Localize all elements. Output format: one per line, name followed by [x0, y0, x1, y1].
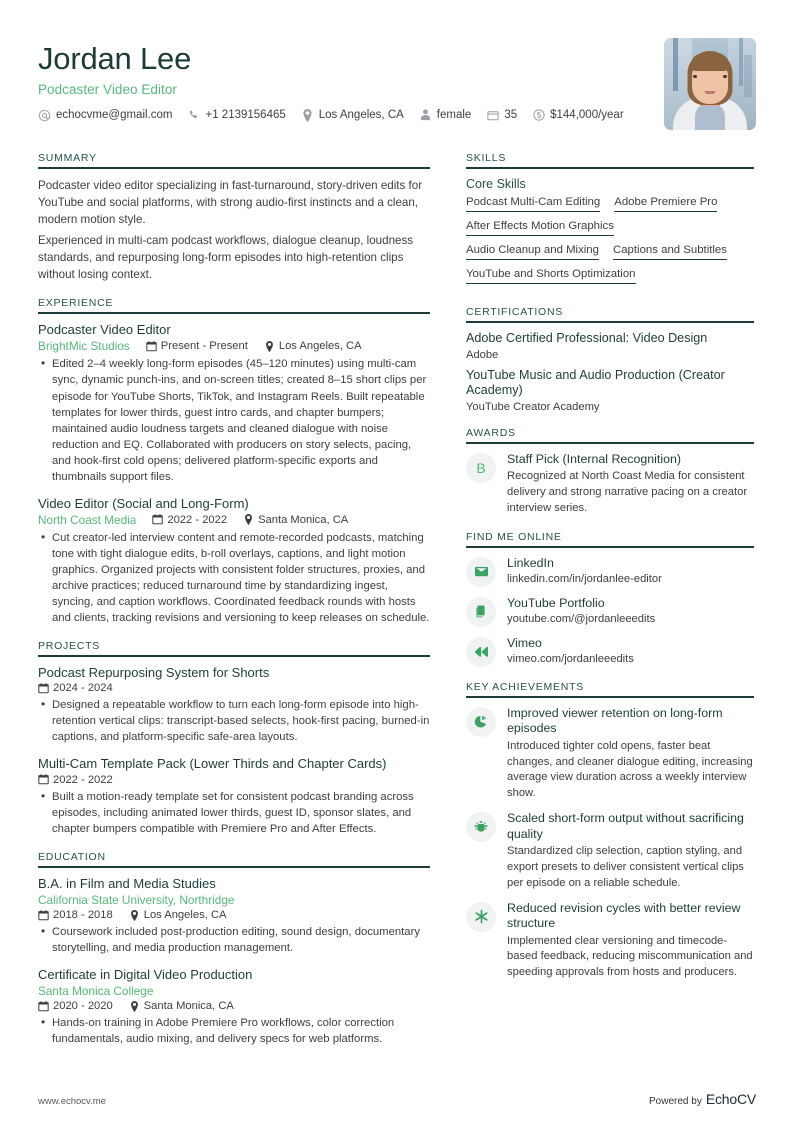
footer-website: www.echocv.me — [38, 1096, 106, 1107]
certification-name: YouTube Music and Audio Production (Creator Academy) — [466, 367, 725, 398]
section-achievements — [466, 681, 754, 981]
avatar — [664, 38, 756, 130]
section-title-achievements: KEY ACHIEVEMENTS — [466, 680, 585, 693]
section-title-education: EDUCATION — [38, 850, 106, 863]
skills-group-title: Core Skills — [466, 177, 526, 191]
page-title: Jordan Lee — [38, 41, 192, 76]
experience-location — [243, 514, 348, 526]
header-identity — [38, 36, 639, 122]
link-url: linkedin.com/in/jordanlee-editor — [507, 573, 662, 586]
achievement-description: Standardized clip selection, caption styling, and export presets to deliver consistent vertical clips per episode on a reliable schedule. — [507, 845, 744, 889]
section-summary — [38, 152, 430, 283]
bullet: • Edited 2–4 weekly long-form episodes (45–120 minutes) using multi-cam sync, dynamic punch-ins, and on-screen titles; created 8–15 short clips per episode for YouTube Shorts, TikTok, and Instagram Reels. Built repeatable templates for lower thirds, guest intro cards, and chapter bumpers; maintained audio loudness targets and cleaned dialogue with noise reduction and EQ. Collaborated with producers on story selects, pacing, and hook-first cold opens; delivered platform-specific exports and thumbnails support files. — [38, 356, 430, 484]
footer-brand: EchoCV — [705, 1091, 756, 1107]
project-dates — [38, 774, 113, 786]
experience-bullets — [38, 530, 430, 626]
certification-issuer: YouTube Creator Academy — [466, 400, 600, 413]
footer-powered-by — [649, 1091, 756, 1107]
section-experience — [38, 297, 430, 626]
calendar-icon — [38, 774, 49, 785]
job-title: Podcaster Video Editor — [38, 81, 177, 97]
location-icon — [264, 341, 275, 352]
education-location-value: Santa Monica, CA — [143, 1000, 234, 1013]
location-icon — [129, 1001, 140, 1012]
certification-issuer: Adobe — [466, 348, 499, 361]
education-degree: B.A. in Film and Media Studies — [38, 875, 216, 891]
salary-icon — [532, 109, 545, 122]
link-item-vimeo[interactable] — [466, 636, 754, 667]
project-dates-value: 2022 - 2022 — [53, 773, 113, 786]
project-meta — [38, 682, 430, 694]
section-projects — [38, 640, 430, 837]
section-title-certifications: CERTIFICATIONS — [466, 306, 564, 318]
experience-location-value: Santa Monica, CA — [258, 513, 349, 526]
achievement-body — [507, 811, 754, 891]
right-column — [466, 152, 754, 1123]
skill-item: Audio Cleanup and Mixing — [466, 244, 599, 260]
left-column — [38, 152, 430, 1123]
summary-paragraph: Experienced in multi-cam podcast workflows, dialogue cleanup, loudness standards, and repurposing long-form episodes into high-retention clips without losing context. — [38, 234, 414, 282]
contact-phone-value: +1 2139156465 — [205, 109, 286, 122]
section-rule — [466, 442, 754, 444]
bullet: • Designed a repeatable workflow to turn each long-form episode into high-retention vertical clips: transcript-based selects, hook-first pacing, burned-in captions, and platform-specific safe-area layouts. — [38, 697, 430, 745]
experience-dates-value: 2022 - 2022 — [167, 513, 228, 526]
section-title-skills: SKILLS — [466, 152, 507, 164]
section-skills — [466, 152, 754, 292]
bullet: • Hands-on training in Adobe Premiere Pro workflows, color correction fundamentals, audio mixing, and delivery specs for web platforms. — [38, 1015, 430, 1047]
pie-chart-icon — [466, 707, 496, 737]
contact-salary — [532, 109, 624, 122]
link-url: vimeo.com/jordanleeedits — [507, 653, 634, 666]
achievement-item — [466, 901, 754, 981]
contact-age-value: 35 — [504, 109, 518, 122]
calendar-icon — [38, 910, 49, 921]
achievement-description: Introduced tighter cold opens, faster beat changes, and cleaner dialogue editing, increasing average view duration across a weekly interview show. — [507, 739, 753, 800]
education-dates — [38, 909, 113, 921]
link-body — [507, 556, 754, 585]
section-rule — [466, 696, 754, 698]
section-links — [466, 531, 754, 667]
project-name: Podcast Repurposing System for Shorts — [38, 665, 270, 681]
section-title-awards: AWARDS — [466, 426, 516, 439]
contact-phone — [188, 109, 286, 122]
experience-role: Video Editor (Social and Long-Form) — [38, 495, 249, 511]
award-description: Recognized at North Coast Media for consistent delivery and strong narrative pacing on a creator interview series. — [507, 470, 748, 515]
experience-company: North Coast Media — [38, 512, 137, 527]
section-rule — [38, 866, 430, 868]
project-meta — [38, 774, 430, 786]
skill-item: After Effects Motion Graphics — [466, 220, 614, 236]
award-item — [466, 452, 754, 517]
section-rule — [466, 167, 754, 169]
bullet: • Built a motion-ready template set for consistent podcast branding across episodes, including animated lower thirds, guest ID, sponsor slates, and chapter bumpers compatible with Premiere Pro and After Effects. — [38, 789, 430, 837]
achievement-name: Reduced revision cycles with better review structure — [507, 900, 741, 931]
email-icon — [38, 109, 51, 122]
project-name: Multi-Cam Template Pack (Lower Thirds and Chapter Cards) — [38, 756, 387, 772]
skill-item: Adobe Premiere Pro — [614, 196, 717, 212]
bullet: • Coursework included post-production editing, sound design, documentary storytelling, and media production management. — [38, 924, 430, 956]
award-badge: B — [466, 453, 496, 483]
rewind-icon — [466, 637, 496, 667]
experience-bullets — [38, 356, 430, 484]
contact-gender-value: female — [436, 109, 472, 122]
section-rule — [38, 312, 430, 314]
project-entry — [38, 756, 430, 836]
education-dates — [38, 1000, 113, 1012]
education-bullets — [38, 1015, 430, 1047]
contact-location-value: Los Angeles, CA — [318, 109, 404, 122]
calendar-icon — [146, 341, 157, 352]
project-dates-value: 2024 - 2024 — [53, 682, 113, 695]
section-title-links: FIND ME ONLINE — [466, 530, 562, 543]
location-icon — [243, 514, 254, 525]
link-label: Vimeo — [507, 635, 542, 650]
calendar-icon — [38, 1001, 49, 1012]
certification-name: Adobe Certified Professional: Video Design — [466, 331, 708, 345]
bug-icon — [466, 812, 496, 842]
experience-meta — [38, 513, 430, 527]
education-school: California State University, Northridge — [38, 893, 235, 908]
contact-row — [38, 109, 639, 122]
achievement-body — [507, 706, 754, 802]
experience-dates-value: Present - Present — [160, 340, 248, 353]
copy-icon — [466, 597, 496, 627]
contact-age — [486, 109, 517, 122]
experience-dates — [152, 514, 227, 526]
project-dates — [38, 682, 113, 694]
certification-item — [466, 368, 754, 413]
experience-entry — [38, 496, 430, 626]
achievement-description: Implemented clear versioning and timecode-based feedback, reducing miscommunication and speeding approvals from hosts and producers. — [507, 934, 753, 979]
education-dates-value: 2020 - 2020 — [53, 1000, 113, 1013]
profile-photo — [664, 38, 756, 130]
project-entry — [38, 665, 430, 745]
contact-salary-value: $144,000/year — [550, 109, 624, 122]
experience-location — [264, 340, 362, 352]
calendar-icon — [38, 683, 49, 694]
contact-email — [38, 109, 173, 122]
footer-powered-label: Powered by — [649, 1096, 702, 1107]
link-item-youtube[interactable] — [466, 596, 754, 627]
link-item-linkedin[interactable] — [466, 556, 754, 587]
education-location-value: Los Angeles, CA — [143, 909, 227, 922]
link-label: YouTube Portfolio — [507, 595, 605, 610]
link-body — [507, 596, 754, 625]
section-education — [38, 851, 430, 1048]
education-meta — [38, 909, 430, 921]
calendar-icon — [486, 109, 499, 122]
achievement-name: Scaled short-form output without sacrificing quality — [507, 811, 744, 841]
calendar-icon — [152, 514, 163, 525]
achievement-name: Improved viewer retention on long-form episodes — [507, 705, 723, 736]
education-dates-value: 2018 - 2018 — [53, 909, 113, 922]
education-entry — [38, 967, 430, 1047]
phone-icon — [188, 109, 201, 122]
award-body — [507, 452, 754, 517]
experience-meta — [38, 339, 430, 353]
skill-item: Podcast Multi-Cam Editing — [466, 196, 600, 212]
section-certifications — [466, 306, 754, 413]
section-rule — [38, 655, 430, 657]
section-title-summary: SUMMARY — [38, 152, 97, 164]
contact-location — [301, 109, 404, 122]
section-title-projects: PROJECTS — [38, 640, 101, 653]
education-bullets — [38, 924, 430, 956]
education-school: Santa Monica College — [38, 984, 154, 999]
contact-gender — [419, 109, 472, 122]
summary-paragraph: Podcaster video editor specializing in fast-turnaround, story-driven edits for YouTube and social platforms, with strong audio-first instincts and a clean, modern motion style. — [38, 179, 423, 227]
education-location — [129, 1000, 234, 1012]
page-footer — [38, 1091, 756, 1107]
project-bullets — [38, 789, 430, 837]
link-body — [507, 636, 754, 665]
education-degree: Certificate in Digital Video Production — [38, 967, 253, 983]
skill-list — [466, 196, 754, 292]
person-icon — [419, 109, 432, 122]
experience-role: Podcaster Video Editor — [38, 322, 171, 338]
section-rule — [38, 167, 430, 169]
experience-location-value: Los Angeles, CA — [278, 340, 362, 353]
project-bullets — [38, 697, 430, 745]
education-location — [129, 909, 227, 921]
experience-company: BrightMic Studios — [38, 339, 130, 354]
certification-item — [466, 331, 754, 361]
skill-item: YouTube and Shorts Optimization — [466, 268, 636, 284]
location-icon — [301, 109, 314, 122]
resume-columns — [38, 152, 756, 1123]
section-rule — [466, 321, 754, 323]
section-awards — [466, 427, 754, 517]
bullet: • Cut creator-led interview content and remote-recorded podcasts, matching tone with tight dialogue edits, b-roll overlays, captions, and light motion graphics. Organized projects with consistent folder structures, proxies, and archive practices; reduced turnaround time by standardizing ingest, syncing, and caption workflows. Coordinated feedback rounds with hosts and clients, tracking revisions and versioning to keep releases on schedule. — [38, 530, 430, 626]
location-icon — [129, 910, 140, 921]
section-title-experience: EXPERIENCE — [38, 297, 114, 310]
asterisk-icon — [466, 902, 496, 932]
achievement-item — [466, 706, 754, 802]
contact-email-value: echocvme@gmail.com — [56, 109, 173, 122]
award-name: Staff Pick (Internal Recognition) — [507, 451, 682, 466]
experience-dates — [146, 340, 248, 352]
education-meta — [38, 1000, 430, 1012]
skill-item: Captions and Subtitles — [613, 244, 727, 260]
link-label: LinkedIn — [507, 555, 554, 570]
envelope-icon — [466, 557, 496, 587]
resume-header — [38, 36, 756, 136]
experience-entry — [38, 322, 430, 485]
education-entry — [38, 876, 430, 956]
link-url: youtube.com/@jordanleeedits — [507, 613, 656, 626]
section-rule — [466, 546, 754, 548]
achievement-item — [466, 811, 754, 891]
achievement-body — [507, 901, 754, 981]
